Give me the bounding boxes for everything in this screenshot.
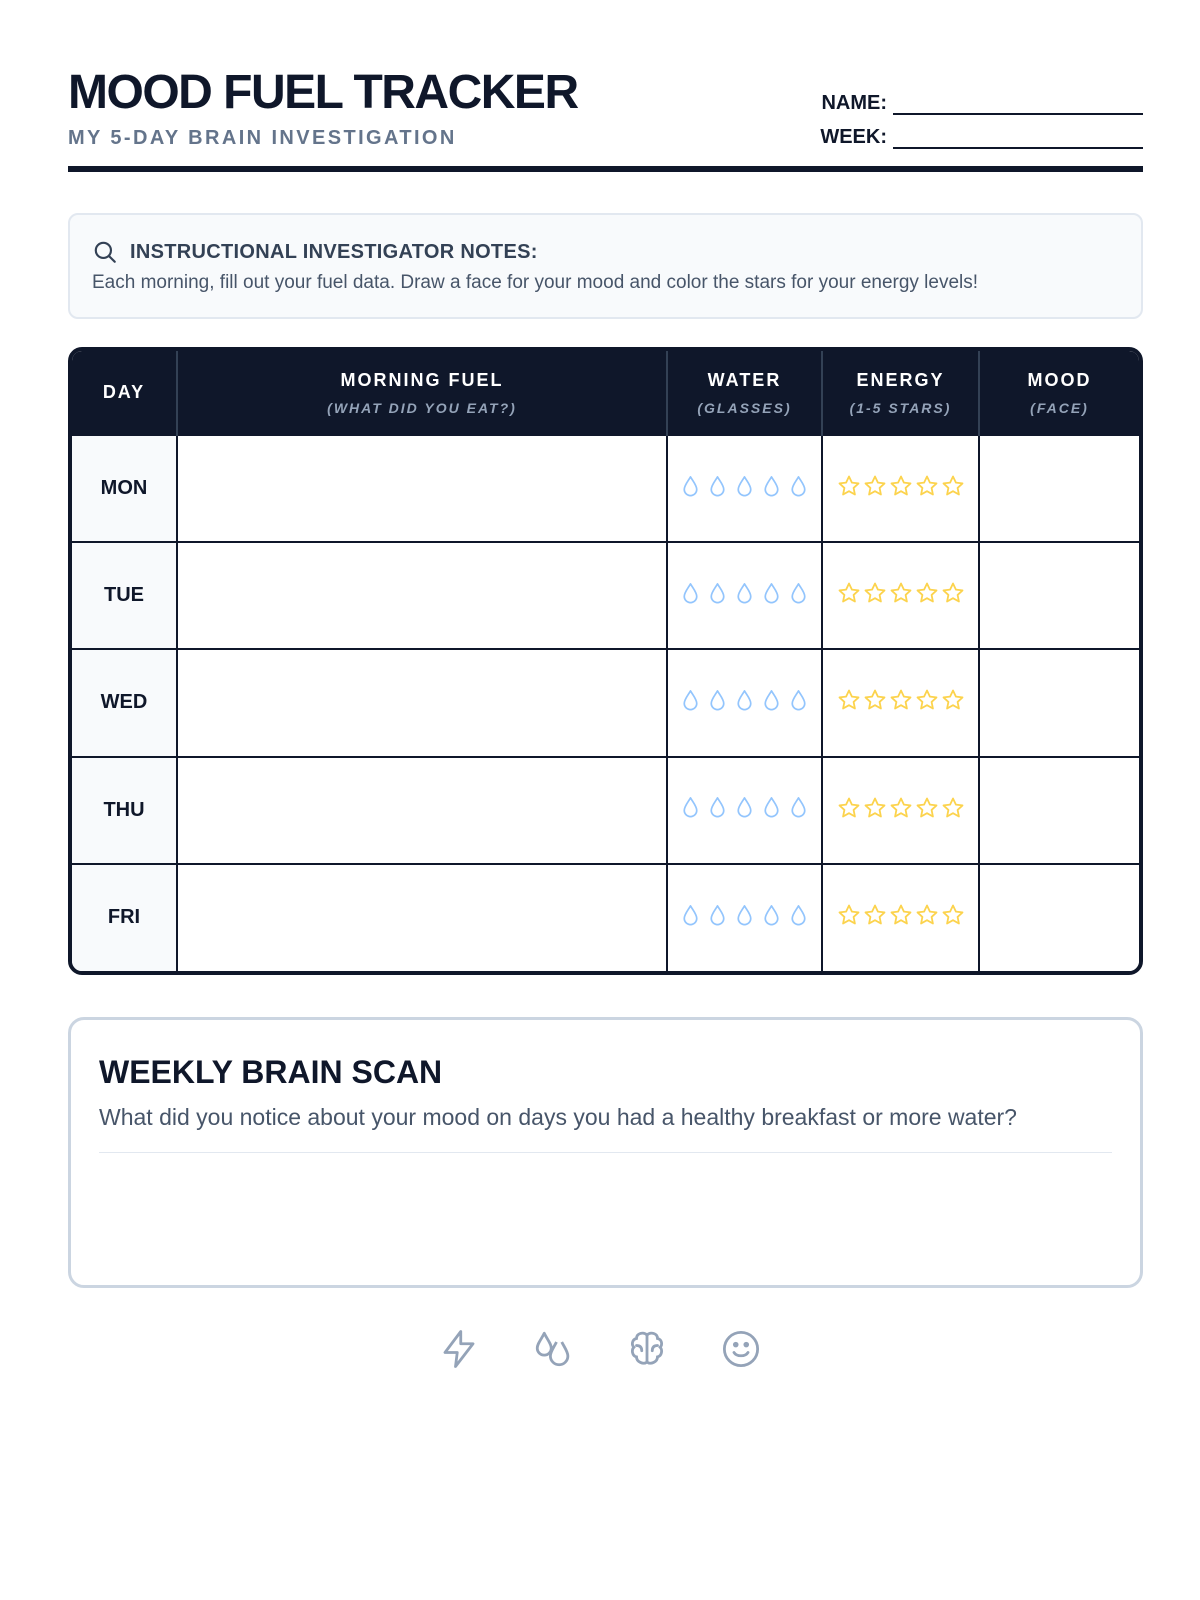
water-drop-icon[interactable] (788, 796, 809, 824)
column-header-water: WATER (GLASSES) (667, 351, 822, 435)
table-row (72, 542, 1139, 649)
water-drop-icon[interactable] (788, 475, 809, 503)
energy-cell (822, 864, 979, 971)
instructions-title: INSTRUCTIONAL INVESTIGATOR NOTES: (130, 240, 538, 263)
energy-star-icon[interactable] (837, 474, 861, 503)
water-drop-icon[interactable] (761, 796, 782, 824)
energy-star-icon[interactable] (915, 474, 939, 503)
name-field[interactable] (821, 92, 1143, 115)
morning-fuel-cell[interactable] (177, 542, 667, 649)
energy-star-icon[interactable] (863, 581, 887, 610)
water-drop-icon[interactable] (707, 475, 728, 503)
column-header-energy: ENERGY (1-5 STARS) (822, 351, 979, 435)
mood-face-cell[interactable] (979, 435, 1139, 542)
energy-cell (822, 757, 979, 864)
water-drop-icon[interactable] (761, 689, 782, 717)
lightning-icon (438, 1328, 480, 1370)
water-drop-icon[interactable] (707, 689, 728, 717)
morning-fuel-cell[interactable] (177, 649, 667, 756)
energy-star-icon[interactable] (941, 688, 965, 717)
worksheet-header (68, 66, 1143, 172)
water-drop-icon[interactable] (680, 904, 701, 932)
energy-star-icon[interactable] (941, 474, 965, 503)
mood-face-cell[interactable] (979, 649, 1139, 756)
day-label: WED (72, 649, 177, 756)
water-drop-icon[interactable] (788, 904, 809, 932)
water-drop-icon[interactable] (680, 689, 701, 717)
day-label: MON (72, 435, 177, 542)
water-drop-icon[interactable] (734, 582, 755, 610)
water-drop-icon[interactable] (680, 796, 701, 824)
energy-cell (822, 542, 979, 649)
day-label: THU (72, 757, 177, 864)
day-label: FRI (72, 864, 177, 971)
water-drop-icon[interactable] (734, 904, 755, 932)
morning-fuel-cell[interactable] (177, 757, 667, 864)
energy-cell (822, 435, 979, 542)
energy-star-icon[interactable] (941, 581, 965, 610)
weekly-brain-scan-panel (68, 1017, 1143, 1288)
energy-star-icon[interactable] (837, 688, 861, 717)
week-blank-line[interactable] (893, 127, 1143, 149)
week-field[interactable] (820, 126, 1143, 149)
energy-cell (822, 649, 979, 756)
mood-face-cell[interactable] (979, 757, 1139, 864)
instructions-text: Each morning, fill out your fuel data. Draw a face for your mood and color the stars for your energy levels! (92, 272, 979, 293)
mood-face-cell[interactable] (979, 864, 1139, 971)
water-drop-icon[interactable] (707, 796, 728, 824)
table-header-row (72, 351, 1139, 435)
energy-star-icon[interactable] (837, 796, 861, 825)
table-row (72, 649, 1139, 756)
droplets-icon (532, 1328, 574, 1370)
smile-icon (720, 1328, 762, 1370)
water-drop-icon[interactable] (761, 475, 782, 503)
column-header-morning-fuel: MORNING FUEL (WHAT DID YOU EAT?) (177, 351, 667, 435)
energy-star-icon[interactable] (915, 796, 939, 825)
water-cell (667, 757, 822, 864)
energy-star-icon[interactable] (863, 903, 887, 932)
water-drop-icon[interactable] (734, 689, 755, 717)
page-subtitle: MY 5-DAY BRAIN INVESTIGATION (68, 127, 457, 149)
water-drop-icon[interactable] (734, 796, 755, 824)
week-label: WEEK: (820, 126, 887, 148)
energy-star-icon[interactable] (889, 796, 913, 825)
water-cell (667, 435, 822, 542)
water-cell (667, 864, 822, 971)
energy-star-icon[interactable] (863, 796, 887, 825)
energy-star-icon[interactable] (863, 688, 887, 717)
water-drop-icon[interactable] (734, 475, 755, 503)
instructions-panel (68, 213, 1143, 319)
water-drop-icon[interactable] (761, 904, 782, 932)
energy-star-icon[interactable] (889, 688, 913, 717)
energy-star-icon[interactable] (889, 581, 913, 610)
water-drop-icon[interactable] (707, 582, 728, 610)
page-title: MOOD FUEL TRACKER (68, 66, 578, 119)
water-drop-icon[interactable] (680, 582, 701, 610)
energy-star-icon[interactable] (915, 903, 939, 932)
morning-fuel-cell[interactable] (177, 864, 667, 971)
search-icon (92, 239, 118, 265)
table-row (72, 864, 1139, 971)
water-drop-icon[interactable] (761, 582, 782, 610)
scan-title: WEEKLY BRAIN SCAN (99, 1054, 443, 1090)
water-drop-icon[interactable] (788, 689, 809, 717)
energy-star-icon[interactable] (941, 796, 965, 825)
footer-icon-row (0, 1328, 1200, 1370)
brain-icon (626, 1328, 668, 1370)
column-header-day: DAY (72, 351, 177, 435)
column-header-mood: MOOD (FACE) (979, 351, 1139, 435)
day-label: TUE (72, 542, 177, 649)
table-row (72, 435, 1139, 542)
water-cell (667, 649, 822, 756)
water-drop-icon[interactable] (788, 582, 809, 610)
water-cell (667, 542, 822, 649)
energy-star-icon[interactable] (863, 474, 887, 503)
answer-line[interactable] (99, 1152, 1112, 1153)
table-row (72, 757, 1139, 864)
name-blank-line[interactable] (893, 93, 1143, 115)
energy-star-icon[interactable] (941, 903, 965, 932)
energy-star-icon[interactable] (889, 903, 913, 932)
scan-question: What did you notice about your mood on days you had a healthy breakfast or more water? (99, 1104, 1017, 1130)
water-drop-icon[interactable] (680, 475, 701, 503)
energy-star-icon[interactable] (915, 688, 939, 717)
tracker-table (68, 347, 1143, 975)
energy-star-icon[interactable] (889, 474, 913, 503)
mood-face-cell[interactable] (979, 542, 1139, 649)
energy-star-icon[interactable] (915, 581, 939, 610)
name-label: NAME: (821, 92, 887, 114)
morning-fuel-cell[interactable] (177, 435, 667, 542)
energy-star-icon[interactable] (837, 903, 861, 932)
energy-star-icon[interactable] (837, 581, 861, 610)
water-drop-icon[interactable] (707, 904, 728, 932)
